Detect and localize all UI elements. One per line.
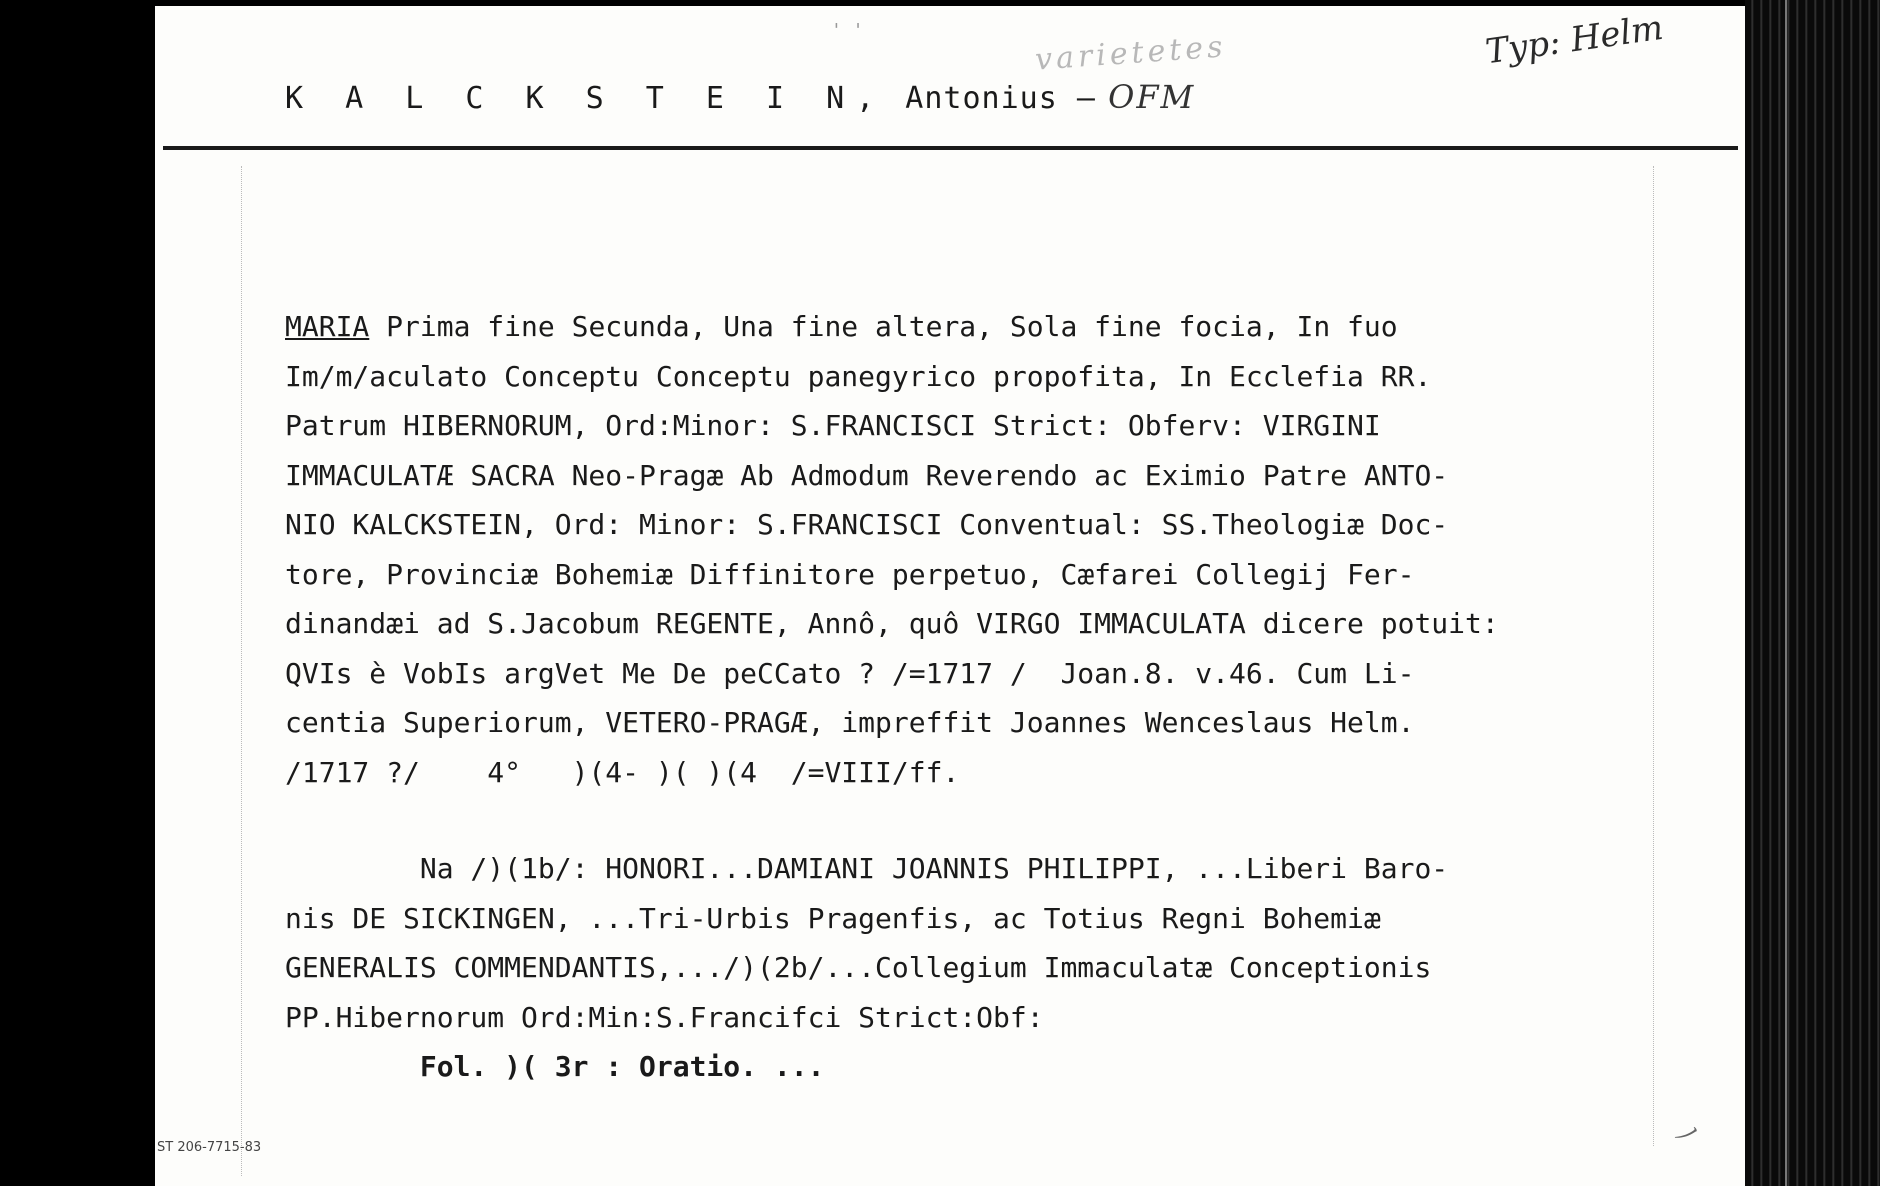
contents-note	[285, 844, 1725, 1092]
entry-line: tore, Provinciæ Bohemiæ Diffinitore perpetuo, Cæfarei Collegij Fer-	[285, 557, 1415, 591]
top-mark: ' '	[831, 20, 864, 41]
heading-surname: K A L C K S T E I N,	[285, 81, 887, 116]
contents-line: GENERALIS COMMENDANTIS,.../)(2b/...Collegium Immaculatæ Conceptionis	[285, 951, 1432, 984]
heading-rule	[163, 146, 1738, 150]
entry-line: Prima fine Secunda, Una fine altera, Sola fine focia, In fuo	[369, 310, 1398, 343]
entry-first-word: MARIA	[285, 310, 370, 343]
entry-line: QVIs è VobIs argVet Me De peCCato ? /=1717 / Joan.8. v.46. Cum Li-	[285, 656, 1415, 690]
card-heading	[285, 78, 1195, 116]
contents-line: PP.Hibernorum Ord:Min:S.Francifci Strict:Obf:	[285, 1000, 1044, 1034]
catalog-card	[155, 6, 1745, 1186]
pencil-note: varietetes	[1034, 29, 1228, 78]
folio-line: Fol. )( 3r : Oratio. ...	[285, 1050, 825, 1083]
entry-line: dinandæi ad S.Jacobum REGENTE, Annô, quô VIRGO IMMACULATA dicere potuit:	[285, 607, 1499, 640]
heading-dash: –	[1057, 81, 1096, 116]
heading-given-name: Antonius	[886, 81, 1058, 116]
entry-line: NIO KALCKSTEIN, Ord: Minor: S.FRANCISCI Conventual: SS.Theologiæ Doc-	[285, 508, 1449, 541]
entry-line: centia Superiorum, VETERO-PRAGÆ, impreffit Joannes Wenceslaus Helm.	[285, 706, 1415, 739]
entry-collation-line: /1717 ?/ 4° )(4- )( )(4 /=VIII/ff.	[285, 755, 960, 789]
left-margin-line	[241, 166, 242, 1176]
contents-line: Na /)(1b/: HONORI...DAMIANI JOANNIS PHILIPPI, ...Liberi Baro-	[285, 852, 1449, 885]
entry-line: Patrum HIBERNORUM, Ord:Minor: S.FRANCISCI Strict: Obferv: VIRGINI	[285, 409, 1381, 442]
entry-description	[285, 302, 1725, 797]
entry-line: Im/m/aculato Conceptu Conceptu panegyrico propofita, In Ecclefia RR.	[285, 359, 1432, 393]
heading-order-note: OFM	[1095, 78, 1196, 116]
catalog-id: ST 206-7715-83	[157, 1140, 262, 1155]
contents-line: nis DE SICKINGEN, ...Tri-Urbis Pragenfis, ac Totius Regni Bohemiæ	[285, 901, 1381, 935]
entry-line: IMMACULATÆ SACRA Neo-Pragæ Ab Admodum Reverendo ac Eximio Patre ANTO-	[285, 458, 1449, 492]
scan-edge	[1745, 0, 1880, 1186]
corner-note: Typ: Helm	[1483, 7, 1666, 73]
pencil-tick-mark: ノ	[1667, 1115, 1706, 1155]
